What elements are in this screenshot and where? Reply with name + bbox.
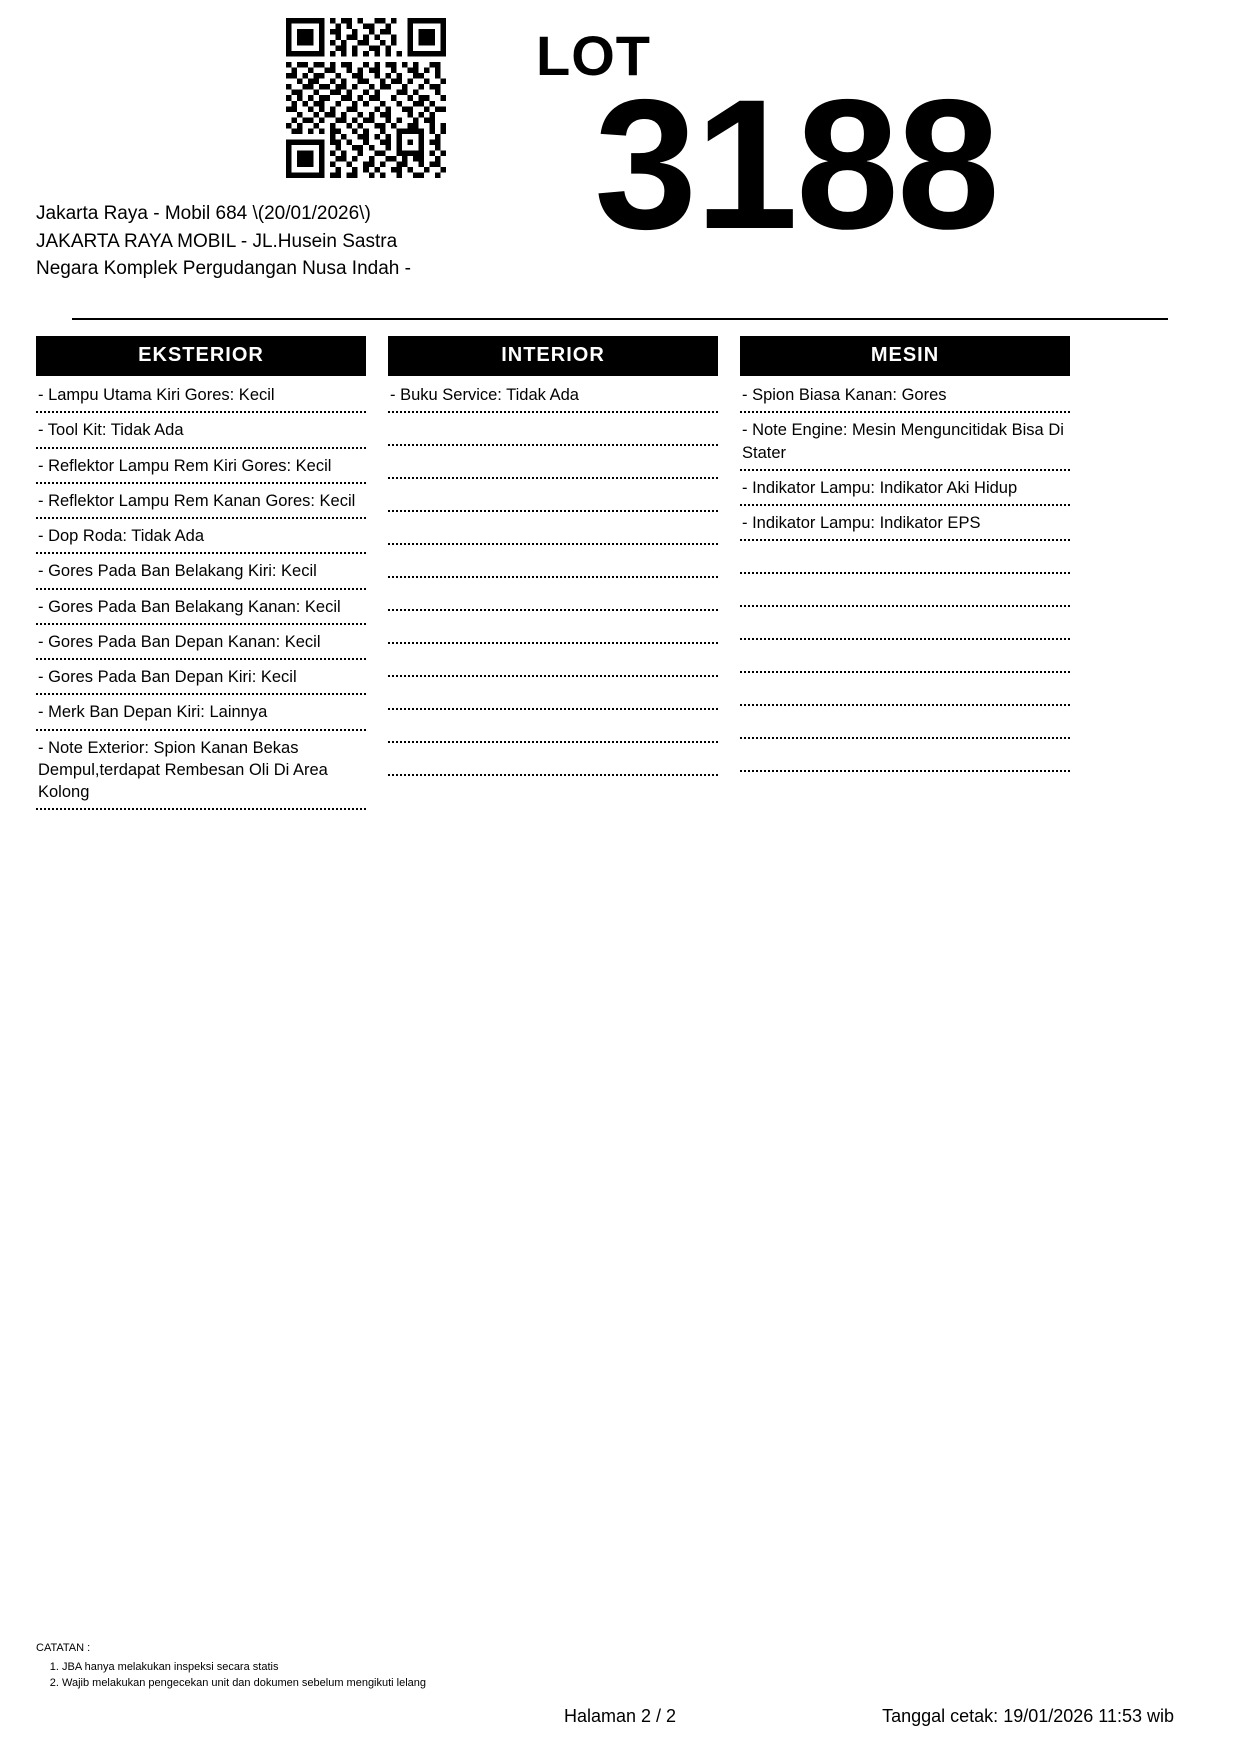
address-line-2: JAKARTA RAYA MOBIL - JL.Husein Sastra [36, 230, 398, 252]
footer-notes [36, 1640, 426, 1692]
list-item-empty [388, 512, 718, 545]
list-item: - Indikator Lampu: Indikator Aki Hidup [740, 471, 1070, 506]
list-item: - Note Exterior: Spion Kanan Bekas Dempul,terdapat Rembesan Oli Di Area Kolong [36, 731, 366, 811]
list-item-empty [388, 578, 718, 611]
inspection-columns [36, 336, 1204, 810]
auction-address [36, 200, 466, 283]
list-item: - Gores Pada Ban Depan Kiri: Kecil [36, 660, 366, 695]
column-title-mesin: MESIN [740, 336, 1070, 376]
list-item-empty [388, 413, 718, 446]
list-item: - Lampu Utama Kiri Gores: Kecil [36, 378, 366, 413]
list-item-empty [740, 640, 1070, 673]
list-item: - Gores Pada Ban Belakang Kiri: Kecil [36, 554, 366, 589]
note-item: 2. Wajib melakukan pengecekan unit dan dokumen sebelum mengikuti lelang [62, 1675, 426, 1692]
list-item-empty [388, 446, 718, 479]
address-line-3: Negara Komplek Pergudangan Nusa Indah - [36, 258, 411, 280]
list-item-empty [740, 607, 1070, 640]
list-item: - Dop Roda: Tidak Ada [36, 519, 366, 554]
column-eksterior [36, 336, 366, 810]
address-line-1: Jakarta Raya - Mobil 684 \(20/01/2026\) [36, 203, 371, 224]
note-item: 1. JBA hanya melakukan inspeksi secara statis [62, 1659, 426, 1676]
list-item: - Indikator Lampu: Indikator EPS [740, 506, 1070, 541]
lot-number: 3188 [594, 62, 998, 268]
list-item: - Gores Pada Ban Belakang Kanan: Kecil [36, 590, 366, 625]
notes-title: CATATAN : [36, 1642, 91, 1654]
list-item: - Buku Service: Tidak Ada [388, 378, 718, 413]
list-item-empty [740, 673, 1070, 706]
column-mesin [740, 336, 1070, 810]
list-item-empty [388, 644, 718, 677]
list-item-empty [388, 743, 718, 776]
list-item-empty [388, 710, 718, 743]
qr-code-icon [286, 18, 446, 178]
list-item-empty [740, 574, 1070, 607]
list-item-empty [388, 611, 718, 644]
list-item: - Reflektor Lampu Rem Kanan Gores: Kecil [36, 484, 366, 519]
column-interior [388, 336, 718, 810]
column-rows-eksterior [36, 378, 366, 810]
header-divider [72, 318, 1168, 320]
column-title-interior: INTERIOR [388, 336, 718, 376]
column-rows-mesin [740, 378, 1070, 772]
list-item: - Merk Ban Depan Kiri: Lainnya [36, 695, 366, 730]
list-item: - Note Engine: Mesin Menguncitidak Bisa Di Stater [740, 413, 1070, 471]
list-item: - Spion Biasa Kanan: Gores [740, 378, 1070, 413]
list-item: - Tool Kit: Tidak Ada [36, 413, 366, 448]
list-item-empty [388, 545, 718, 578]
column-rows-interior [388, 378, 718, 776]
lot-label: LOT [536, 24, 651, 87]
list-item: - Gores Pada Ban Depan Kanan: Kecil [36, 625, 366, 660]
document-header [36, 0, 1204, 320]
list-item-empty [388, 479, 718, 512]
list-item-empty [740, 739, 1070, 772]
list-item-empty [740, 541, 1070, 574]
list-item: - Reflektor Lampu Rem Kiri Gores: Kecil [36, 449, 366, 484]
column-title-eksterior: EKSTERIOR [36, 336, 366, 376]
list-item-empty [388, 677, 718, 710]
print-date: Tanggal cetak: 19/01/2026 11:53 wib [882, 1706, 1174, 1726]
page-number: Halaman 2 / 2 [563, 1706, 677, 1726]
lot-block [506, 24, 1086, 268]
list-item-empty [740, 706, 1070, 739]
